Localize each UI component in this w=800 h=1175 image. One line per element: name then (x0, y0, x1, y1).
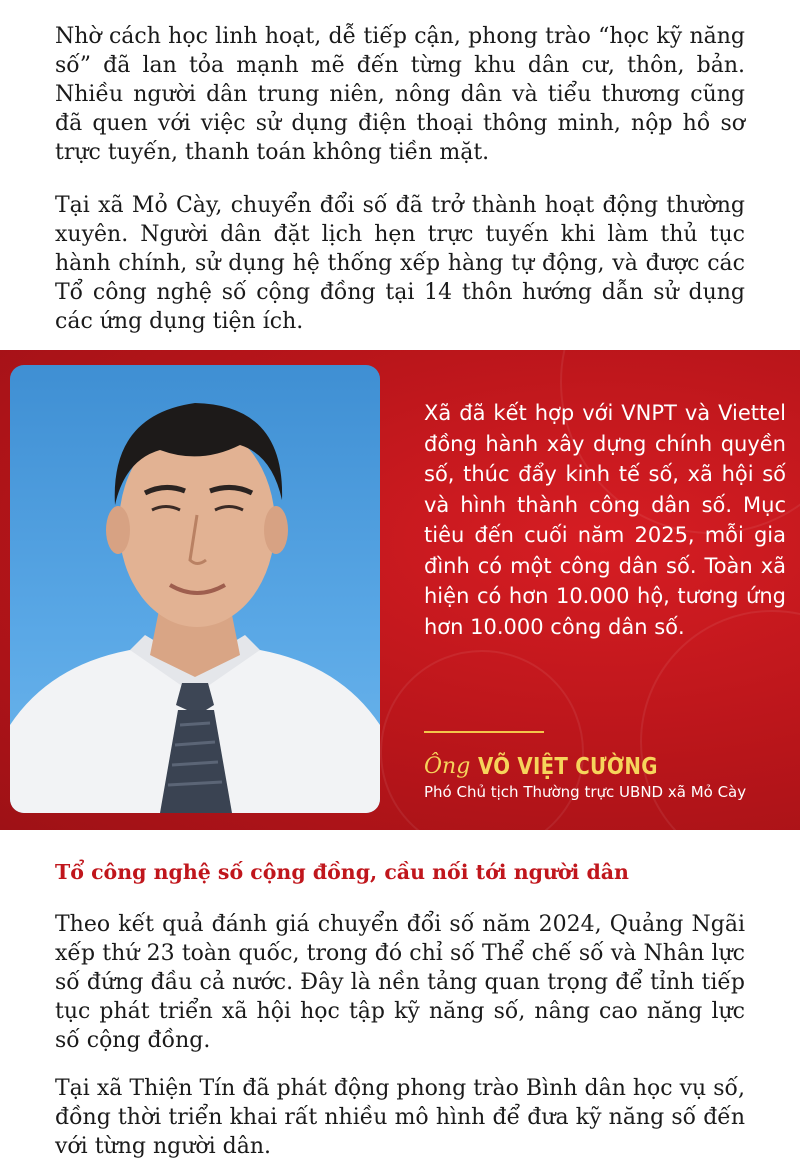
quote-honorific: Ông (424, 754, 471, 779)
portrait-photo (10, 365, 380, 813)
quote-name: VÕ VIỆT CƯỜNG (478, 754, 658, 780)
article-paragraph: Tại xã Thiện Tín đã phát động phong trào Bình dân học vụ số, đồng thời triển khai rất nhiều mô hình để đưa kỹ năng số đến với từng người dân. (55, 1076, 745, 1159)
quote-role: Phó Chủ tịch Thường trực UBND xã Mỏ Cày (424, 783, 747, 801)
article-paragraph: Tại xã Mỏ Cày, chuyển đổi số đã trở thành hoạt động thường xuyên. Người dân đặt lịch hẹn trực tuyến khi làm thủ tục hành chính, sử dụng hệ thống xếp hàng tự động, và được các Tổ công nghệ số cộng đồng tại 14 thôn hướng dẫn sử dụng các ứng dụng tiện ích. (55, 193, 745, 334)
article-paragraph: Nhờ cách học linh hoạt, dễ tiếp cận, phong trào “học kỹ năng số” đã lan tỏa mạnh mẽ đến từng khu dân cư, thôn, bản. Nhiều người dân trung niên, nông dân và tiểu thương cũng đã quen với việc sử dụng điện thoại thông minh, nộp hồ sơ trực tuyến, thanh toán không tiền mặt. (55, 24, 745, 165)
quote-text: Xã đã kết hợp với VNPT và Viettel đồng hành xây dựng chính quyền số, thúc đẩy kinh tế số, xã hội số và hình thành công dân số. Mục tiêu đến cuối năm 2025, mỗi gia đình có một công dân số. Toàn xã hiện có hơn 10.000 hộ, tương ứng hơn 10.000 công dân số. (424, 401, 786, 639)
quote-divider (424, 731, 544, 733)
section-heading: Tổ công nghệ số cộng đồng, cầu nối tới người dân (55, 860, 629, 884)
quote-attribution (424, 742, 687, 782)
quote-box (0, 350, 800, 830)
article-paragraph: Theo kết quả đánh giá chuyển đổi số năm 2024, Quảng Ngãi xếp thứ 23 toàn quốc, trong đó chỉ số Thể chế số và Nhân lực số đứng đầu cả nước. Đây là nền tảng quan trọng để tỉnh tiếp tục phát triển xã hội học tập kỹ năng số, nâng cao năng lực số cộng đồng. (55, 912, 745, 1053)
